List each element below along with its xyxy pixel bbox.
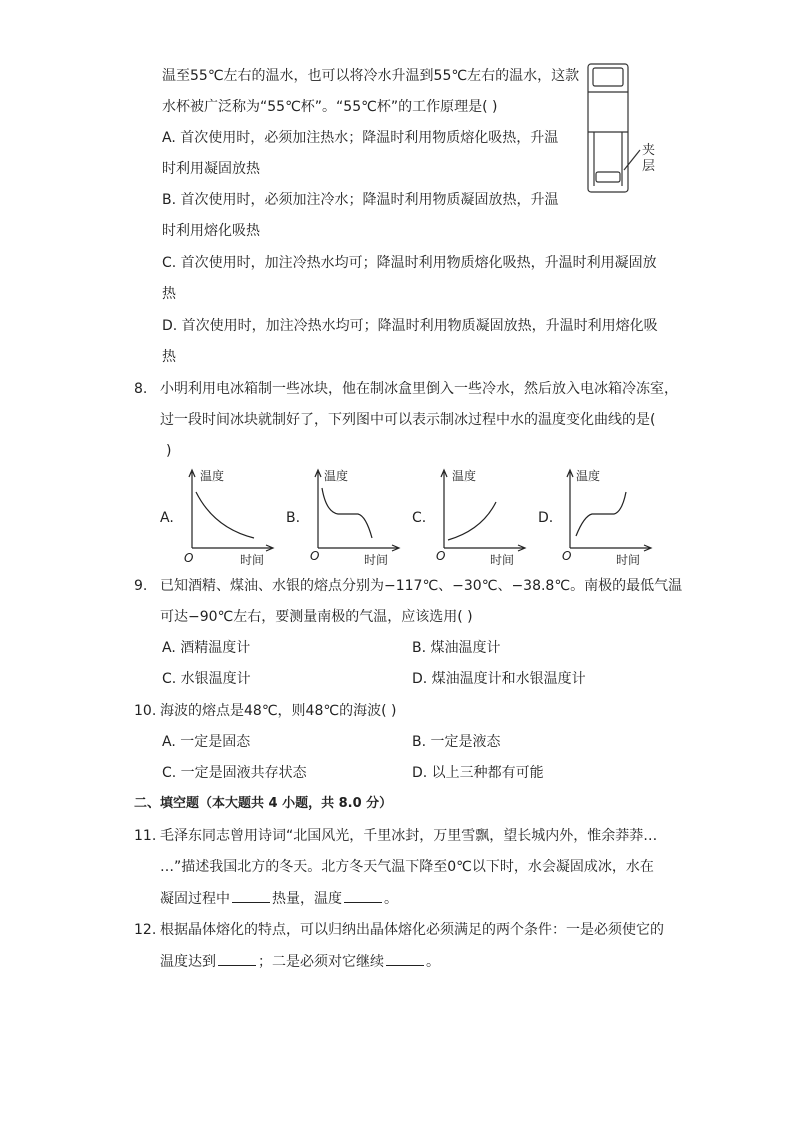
- q10-option-b: B. 一定是液态: [412, 734, 501, 750]
- graph-b-letter: B.: [286, 510, 301, 526]
- graph-a: [180, 462, 280, 568]
- q9-option-a: A. 酒精温度计: [162, 640, 251, 656]
- graph-a-letter: A.: [160, 510, 174, 526]
- q11-text-line2: …”描述我国北方的冬天。北方冬天气温下降至0℃以下时，水会凝固成冰，水在: [160, 859, 654, 875]
- layer-pointer-line: [624, 150, 640, 170]
- graph-c-origin: O: [436, 549, 446, 563]
- graph-d-letter: D.: [538, 510, 554, 526]
- graph-c-xlabel: 时间: [490, 553, 515, 567]
- q11-line3-part1: 凝固过程中: [160, 891, 230, 907]
- graph-b: [306, 462, 406, 568]
- q11-line3-part3: 。: [384, 891, 398, 907]
- graph-d-ylabel: 温度: [576, 469, 601, 483]
- q7-option-d-line1: D. 首次使用时，加注冷热水均可；降温时利用物质凝固放热，升温时利用熔化吸: [162, 318, 658, 334]
- q7-option-c-line1: C. 首次使用时，加注冷热水均可；降温时利用物质熔化吸热，升温时利用凝固放: [162, 255, 657, 271]
- q8-text-line2: 过一段时间冰块就制好了，下列图中可以表示制冰过程中水的温度变化曲线的是(: [160, 412, 656, 428]
- q7-text-line1: 温至55℃左右的温水，也可以将冷水升温到55℃左右的温水，这款: [162, 68, 580, 84]
- graph-c: [432, 462, 532, 568]
- q8-text-line3: ): [166, 443, 172, 459]
- graph-c-curve: [448, 502, 496, 540]
- q11-number: 11.: [134, 828, 157, 844]
- cup-label-jia: 夹: [642, 143, 656, 158]
- q11-text-line3: [160, 888, 398, 909]
- q11-text-line1: 毛泽东同志曾用诗词“北国风光，千里冰封，万里雪飘，望长城内外，惟余莽莽…: [160, 828, 658, 844]
- cup-handle-ring: [593, 68, 623, 86]
- section-2-heading: 二、填空题（本大题共 4 小题，共 8.0 分）: [134, 796, 393, 811]
- q12-line2-part2: ；二是必须对它继续: [258, 954, 384, 970]
- q7-option-c-line2: 热: [162, 286, 176, 302]
- graph-b-curve: [322, 488, 372, 538]
- graph-a-origin: O: [184, 551, 194, 565]
- q12-line2-part1: 温度达到: [160, 954, 216, 970]
- q9-option-b: B. 煤油温度计: [412, 640, 501, 656]
- q10-option-c: C. 一定是固液共存状态: [162, 765, 307, 781]
- q12-text-line2: [160, 951, 440, 972]
- q9-option-d: D. 煤油温度计和水银温度计: [412, 671, 586, 687]
- graph-b-origin: O: [310, 549, 320, 563]
- q11-line3-part2: 热量，温度: [272, 891, 342, 907]
- q8-text-line1: 小明利用电冰箱制一些冰块，他在制冰盒里倒入一些冷水，然后放入电冰箱冷冻室，: [160, 381, 678, 397]
- q12-number: 12.: [134, 922, 157, 938]
- graph-a-ylabel: 温度: [200, 469, 225, 483]
- q7-option-d-line2: 热: [162, 349, 176, 365]
- q11-blank-2[interactable]: [344, 888, 382, 903]
- graph-d: [558, 462, 658, 568]
- q9-option-c: C. 水银温度计: [162, 671, 251, 687]
- q7-option-b-line1: B. 首次使用时，必须加注冷水；降温时利用物质凝固放热，升温: [162, 192, 559, 208]
- graph-a-xlabel: 时间: [240, 553, 265, 567]
- q9-number: 9.: [134, 578, 148, 594]
- q7-option-b-line2: 时利用熔化吸热: [162, 223, 260, 239]
- q7-option-a-line2: 时利用凝固放热: [162, 161, 260, 177]
- q9-text-line2: 可达−90℃左右，要测量南极的气温，应该选用( ): [160, 609, 473, 625]
- graph-c-ylabel: 温度: [452, 469, 477, 483]
- q12-blank-1[interactable]: [218, 951, 256, 966]
- q12-blank-2[interactable]: [386, 951, 424, 966]
- q10-option-a: A. 一定是固态: [162, 734, 251, 750]
- q11-blank-1[interactable]: [232, 888, 270, 903]
- q9-text-line1: 已知酒精、煤油、水银的熔点分别为−117℃、−30℃、−38.8℃。南极的最低气温: [160, 578, 683, 594]
- q12-text-line1: 根据晶体熔化的特点，可以归纳出晶体熔化必须满足的两个条件：一是必须使它的: [160, 922, 664, 938]
- cup-label-ceng: 层: [642, 159, 656, 174]
- q10-option-d: D. 以上三种都有可能: [412, 765, 544, 781]
- graph-d-curve: [576, 492, 626, 536]
- graph-d-origin: O: [562, 549, 572, 563]
- graph-a-curve: [196, 492, 254, 538]
- q8-number: 8.: [134, 381, 148, 397]
- cup-figure: [580, 58, 670, 198]
- q7-option-a-line1: A. 首次使用时，必须加注热水；降温时利用物质熔化吸热，升温: [162, 130, 559, 146]
- graph-b-ylabel: 温度: [324, 469, 349, 483]
- q7-text-line2: 水杯被广泛称为“55℃杯”。“55℃杯”的工作原理是( ): [162, 99, 498, 115]
- graph-c-letter: C.: [412, 510, 427, 526]
- graph-b-xlabel: 时间: [364, 553, 389, 567]
- graph-d-xlabel: 时间: [616, 553, 641, 567]
- q12-line2-part3: 。: [426, 954, 440, 970]
- q10-text: 海波的熔点是48℃，则48℃的海波( ): [160, 703, 397, 719]
- q10-number: 10.: [134, 703, 157, 719]
